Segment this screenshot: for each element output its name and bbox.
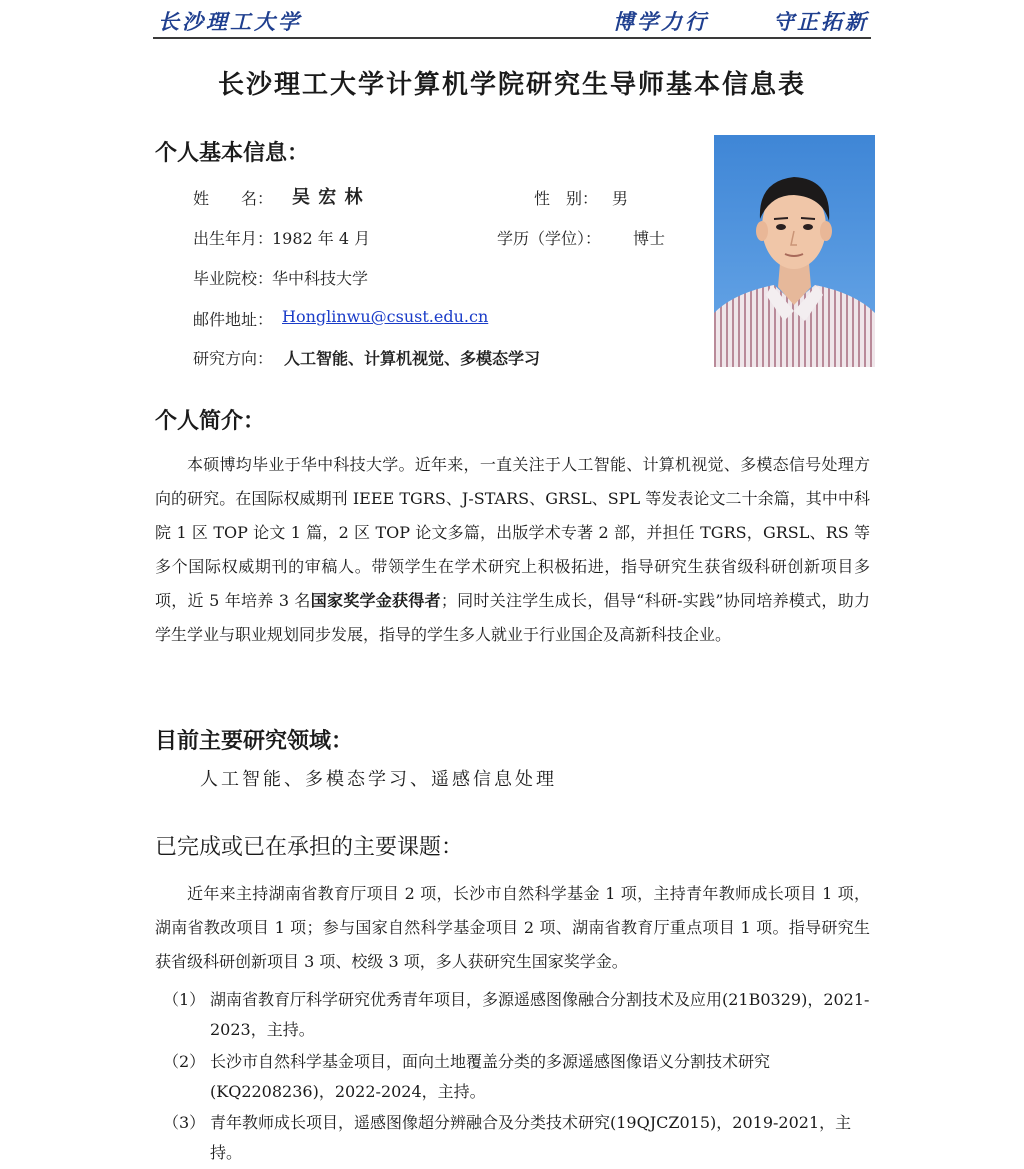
project-item [163,985,871,1045]
intro-heading: 个人简介： [155,409,266,434]
intro-text-after: ；同时关注学生成长，倡导“科研-实践”协同培养模式，助力学生学业与职业规划同步发展，指导的学生多人就业于行业国企及高新科技企业。 [155,591,870,644]
header-rule [153,37,871,39]
birth-value: 1982 年 4 月 [272,229,371,248]
header-motto-2: 守正拓新 [773,9,869,34]
project-item-number: （2） [163,1052,206,1071]
research-label: 研究方向： [193,349,274,368]
header-motto-1: 博学力行 [613,9,709,34]
project-item-number: （3） [163,1113,206,1132]
degree-value: 博士 [633,229,666,248]
project-item [163,1108,871,1168]
page-title: 长沙理工大学计算机学院研究生导师基本信息表 [217,70,806,100]
name-label: 姓 名： [193,189,274,208]
degree-label: 学历（学位）： [497,229,602,248]
project-item [163,1047,871,1107]
name-value: 吴 宏 林 [292,187,364,208]
school-label: 毕业院校： [193,269,274,288]
project-item-number: （1） [163,990,206,1009]
email-link[interactable]: Honglinwu@csust.edu.cn [282,307,489,326]
intro-text-bold: 国家奖学金获得者 [310,591,441,610]
basic-info-heading: 个人基本信息： [155,141,310,166]
gender-value: 男 [612,189,629,208]
intro-text-before: 本硕博均毕业于华中科技大学。近年来，一直关注于人工智能、计算机视觉、多模态信号处理方向的研究。在国际权威期刊 IEEE TGRS、J-STARS、GRSL、SPL 等发表论文二十余篇，其中中科院 1 区 TOP 论文 1 篇，2 区 TOP 论文多篇，出版学术专著 2 部，并担任 TGRS，GRSL、RS 等多个国际权威期刊的审稿人。带领学生在学术研究上积极拓进，指导研究生获省级科研创新项目多项，近 5 年培养 3 名 [155,455,870,610]
email-label: 邮件地址： [193,310,274,329]
school-value: 华中科技大学 [272,269,369,288]
projects-heading: 已完成或已在承担的主要课题： [155,835,464,860]
research-areas-text: 人工智能、多模态学习、遥感信息处理 [200,769,557,790]
research-value: 人工智能、计算机视觉、多模态学习 [284,349,541,368]
birth-label: 出生年月： [193,229,274,248]
project-item-text: 青年教师成长项目，遥感图像超分辨融合及分类技术研究(19QJCZ015)，2019-2021，主持。 [210,1113,852,1162]
intro-paragraph [155,448,870,652]
header-university: 长沙理工大学 [158,9,302,34]
projects-summary: 近年来主持湖南省教育厅项目 2 项，长沙市自然科学基金 1 项，主持青年教师成长项目 1 项，湖南省教改项目 1 项；参与国家自然科学基金项目 2 项、湖南省教育厅重点项目 1 项。指导研究生获省级科研创新项目 3 项、校级 3 项，多人获研究生国家奖学金。 [155,884,870,971]
project-item-text: 长沙市自然科学基金项目，面向土地覆盖分类的多源遥感图像语义分割技术研究(KQ2208236)，2022-2024，主持。 [210,1052,771,1101]
project-item-text: 湖南省教育厅科学研究优秀青年项目，多源遥感图像融合分割技术及应用(21B0329)，2021-2023，主持。 [210,990,870,1039]
profile-photo [714,135,875,367]
research-areas-heading: 目前主要研究领域： [155,729,354,754]
gender-label: 性 别： [534,189,599,208]
